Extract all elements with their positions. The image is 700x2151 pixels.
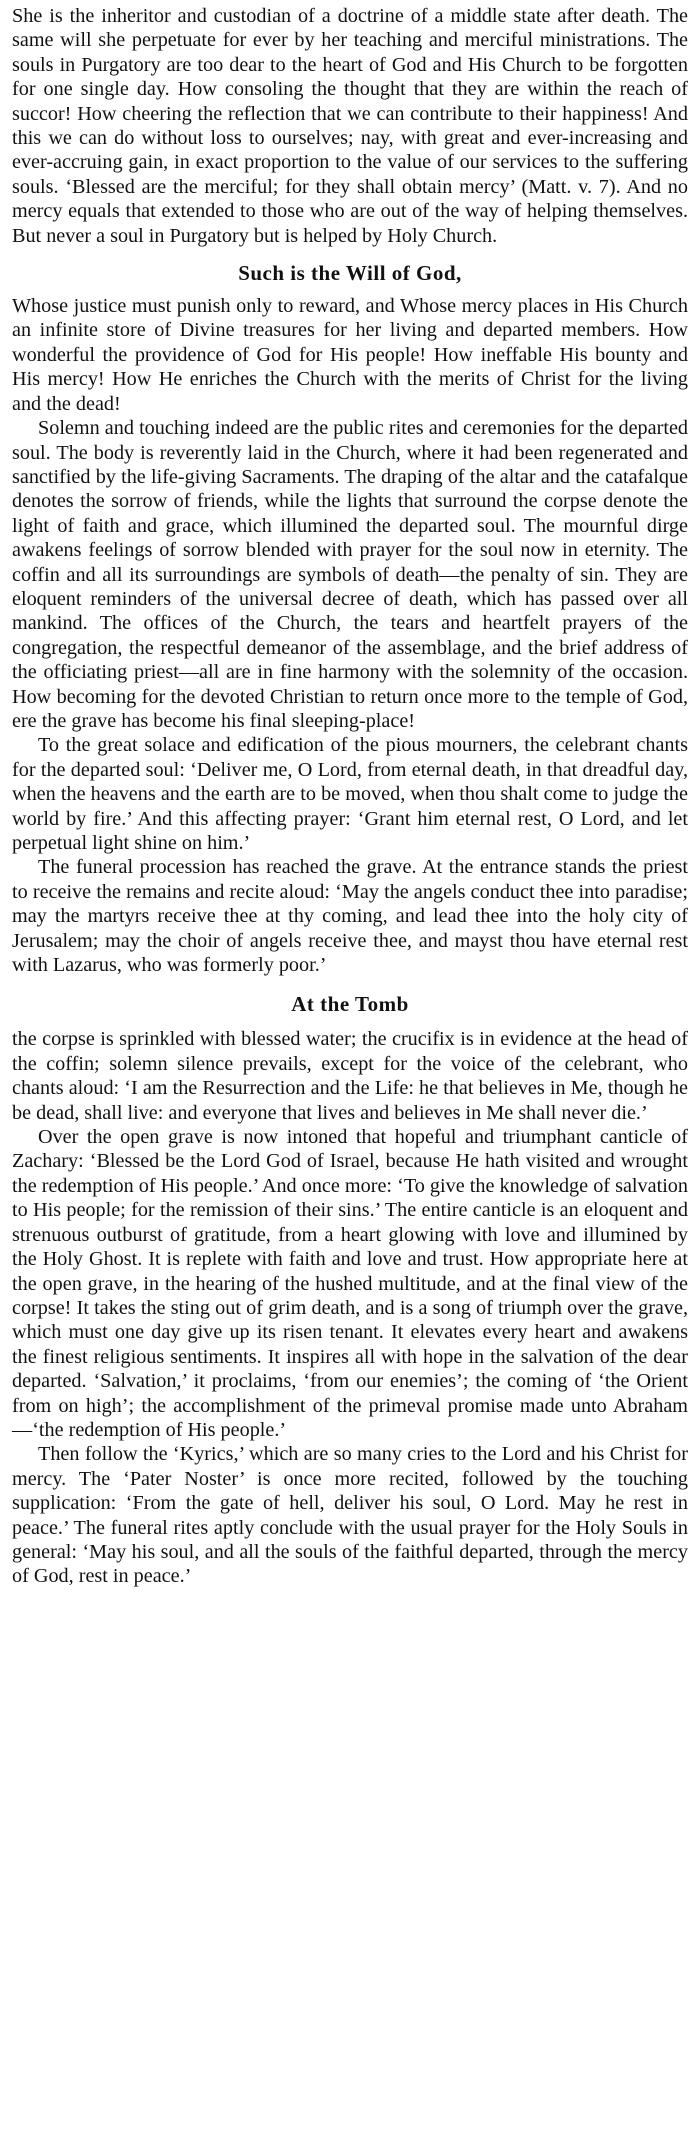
canticle-paragraph: Over the open grave is now intoned that hopeful and triumphant canticle of Zachary: ‘Blessed be the Lord God of Israel, because He hath visited and wrought the redemption of His people.’ And once more: ‘To give the knowledge of salvation to His people; for the remission of their sins.’ The entire canticle is an eloquent and strenuous outburst of gratitude, from a heart glowing with love and illumined by the Holy Ghost. It is replete with faith and love and trust. How appropriate here at the open grave, in the hearing of the hushed multitude, and at the final view of the corpse! It takes the sting out of grim death, and is a song of triumph over the grave, which must one day give up its risen tenant. It elevates every heart and awakens the finest religious sentiments. It inspires all with hope in the salvation of the dear departed. ‘Salvation,’ it proclaims, ‘from our enemies’; the coming of ‘the Orient from on high’; the accomplishment of the primeval promise made unto Abraham—‘the redemption of His people.’ [12,1126,688,1441]
solace-paragraph: To the great solace and edification of the pious mourners, the celebrant chants for the departed soul: ‘Deliver me, O Lord, from eternal death, in that dreadful day, when the heavens and the earth are to be moved, when thou shalt come to judge the world by fire.’ And this affecting prayer: ‘Grant him eternal rest, O Lord, and let perpetual light shine on him.’ [12,734,688,854]
procession-paragraph: The funeral procession has reached the grave. At the entrance stands the priest to receive the remains and recite aloud: ‘May the angels conduct thee into paradise; may the martyrs receive thee at thy coming, and lead thee into the holy city of Jerusalem; may the choir of angels receive thee, and mayst thou have eternal rest with Lazarus, who was formerly poor.’ [12,856,688,977]
will-of-god-paragraph: Whose justice must punish only to reward, and Whose mercy places in His Church an infinite store of Divine treasures for her living and departed members. How wonderful the providence of God for His people! How ineffable His bounty and His mercy! How He enriches the Church with the merits of Christ for the living and the dead! [12,295,688,415]
heading-at-the-tomb: At the Tomb [291,992,409,1017]
rites-paragraph: Solemn and touching indeed are the public rites and ceremonies for the departed soul. The body is reverently laid in the Church, where it had been regenerated and sanctified by the life-giving Sacraments. The draping of the altar and the catafalque denotes the sorrow of friends, while the lights that surround the corpse denote the light of faith and grace, which illumined the departed soul. The mournful dirge awakens feelings of sorrow blended with prayer for the soul now in eternity. The coffin and all its surroundings are symbols of death—the penalty of sin. They are eloquent reminders of the universal decree of death, which has passed over all mankind. The offices of the Church, the tears and heartfelt prayers of the congregation, the respectful demeanor of the assemblage, and the brief address of the officiating priest—all are in fine harmony with the solemnity of the occasion. How becoming for the devoted Christian to return once more to the temple of God, ere the grave has become his final sleeping-place! [12,417,688,732]
kyrics-paragraph: Then follow the ‘Kyrics,’ which are so many cries to the Lord and his Christ for mercy. The ‘Pater Noster’ is once more recited, followed by the touching supplication: ‘From the gate of hell, deliver his soul, O Lord. May he rest in peace.’ The funeral rites aptly conclude with the usual prayer for the Holy Souls in general: ‘May his soul, and all the souls of the faithful departed, through the mercy of God, rest in peace.’ [12,1443,688,1588]
intro-paragraph: She is the inheritor and custodian of a doctrine of a middle state after death. The same will she perpetuate for ever by her teaching and merciful ministrations. The souls in Purgatory are too dear to the heart of God and His Church to be forgotten for one single day. How consoling the thought that they are within the reach of succor! How cheering the reflection that we can contribute to their happiness! And this we can do without loss to ourselves; nay, with great and ever-increasing and ever-accruing gain, in exact proportion to the value of our services to the suffering souls. ‘Blessed are the merciful; for they shall obtain mercy’ (Matt. v. 7). And no mercy equals that extended to those who are out of the way of helping themselves. But never a soul in Purgatory but is helped by Holy Church. [12,5,688,247]
tomb-paragraph: the corpse is sprinkled with blessed water; the crucifix is in evidence at the head of the coffin; solemn silence prevails, except for the voice of the celebrant, who chants aloud: ‘I am the Resurrection and the Life: he that believes in Me, though he be dead, shall live: and everyone that lives and believes in Me shall never die.’ [12,1028,688,1124]
heading-will-of-god: Such is the Will of God, [238,261,462,286]
